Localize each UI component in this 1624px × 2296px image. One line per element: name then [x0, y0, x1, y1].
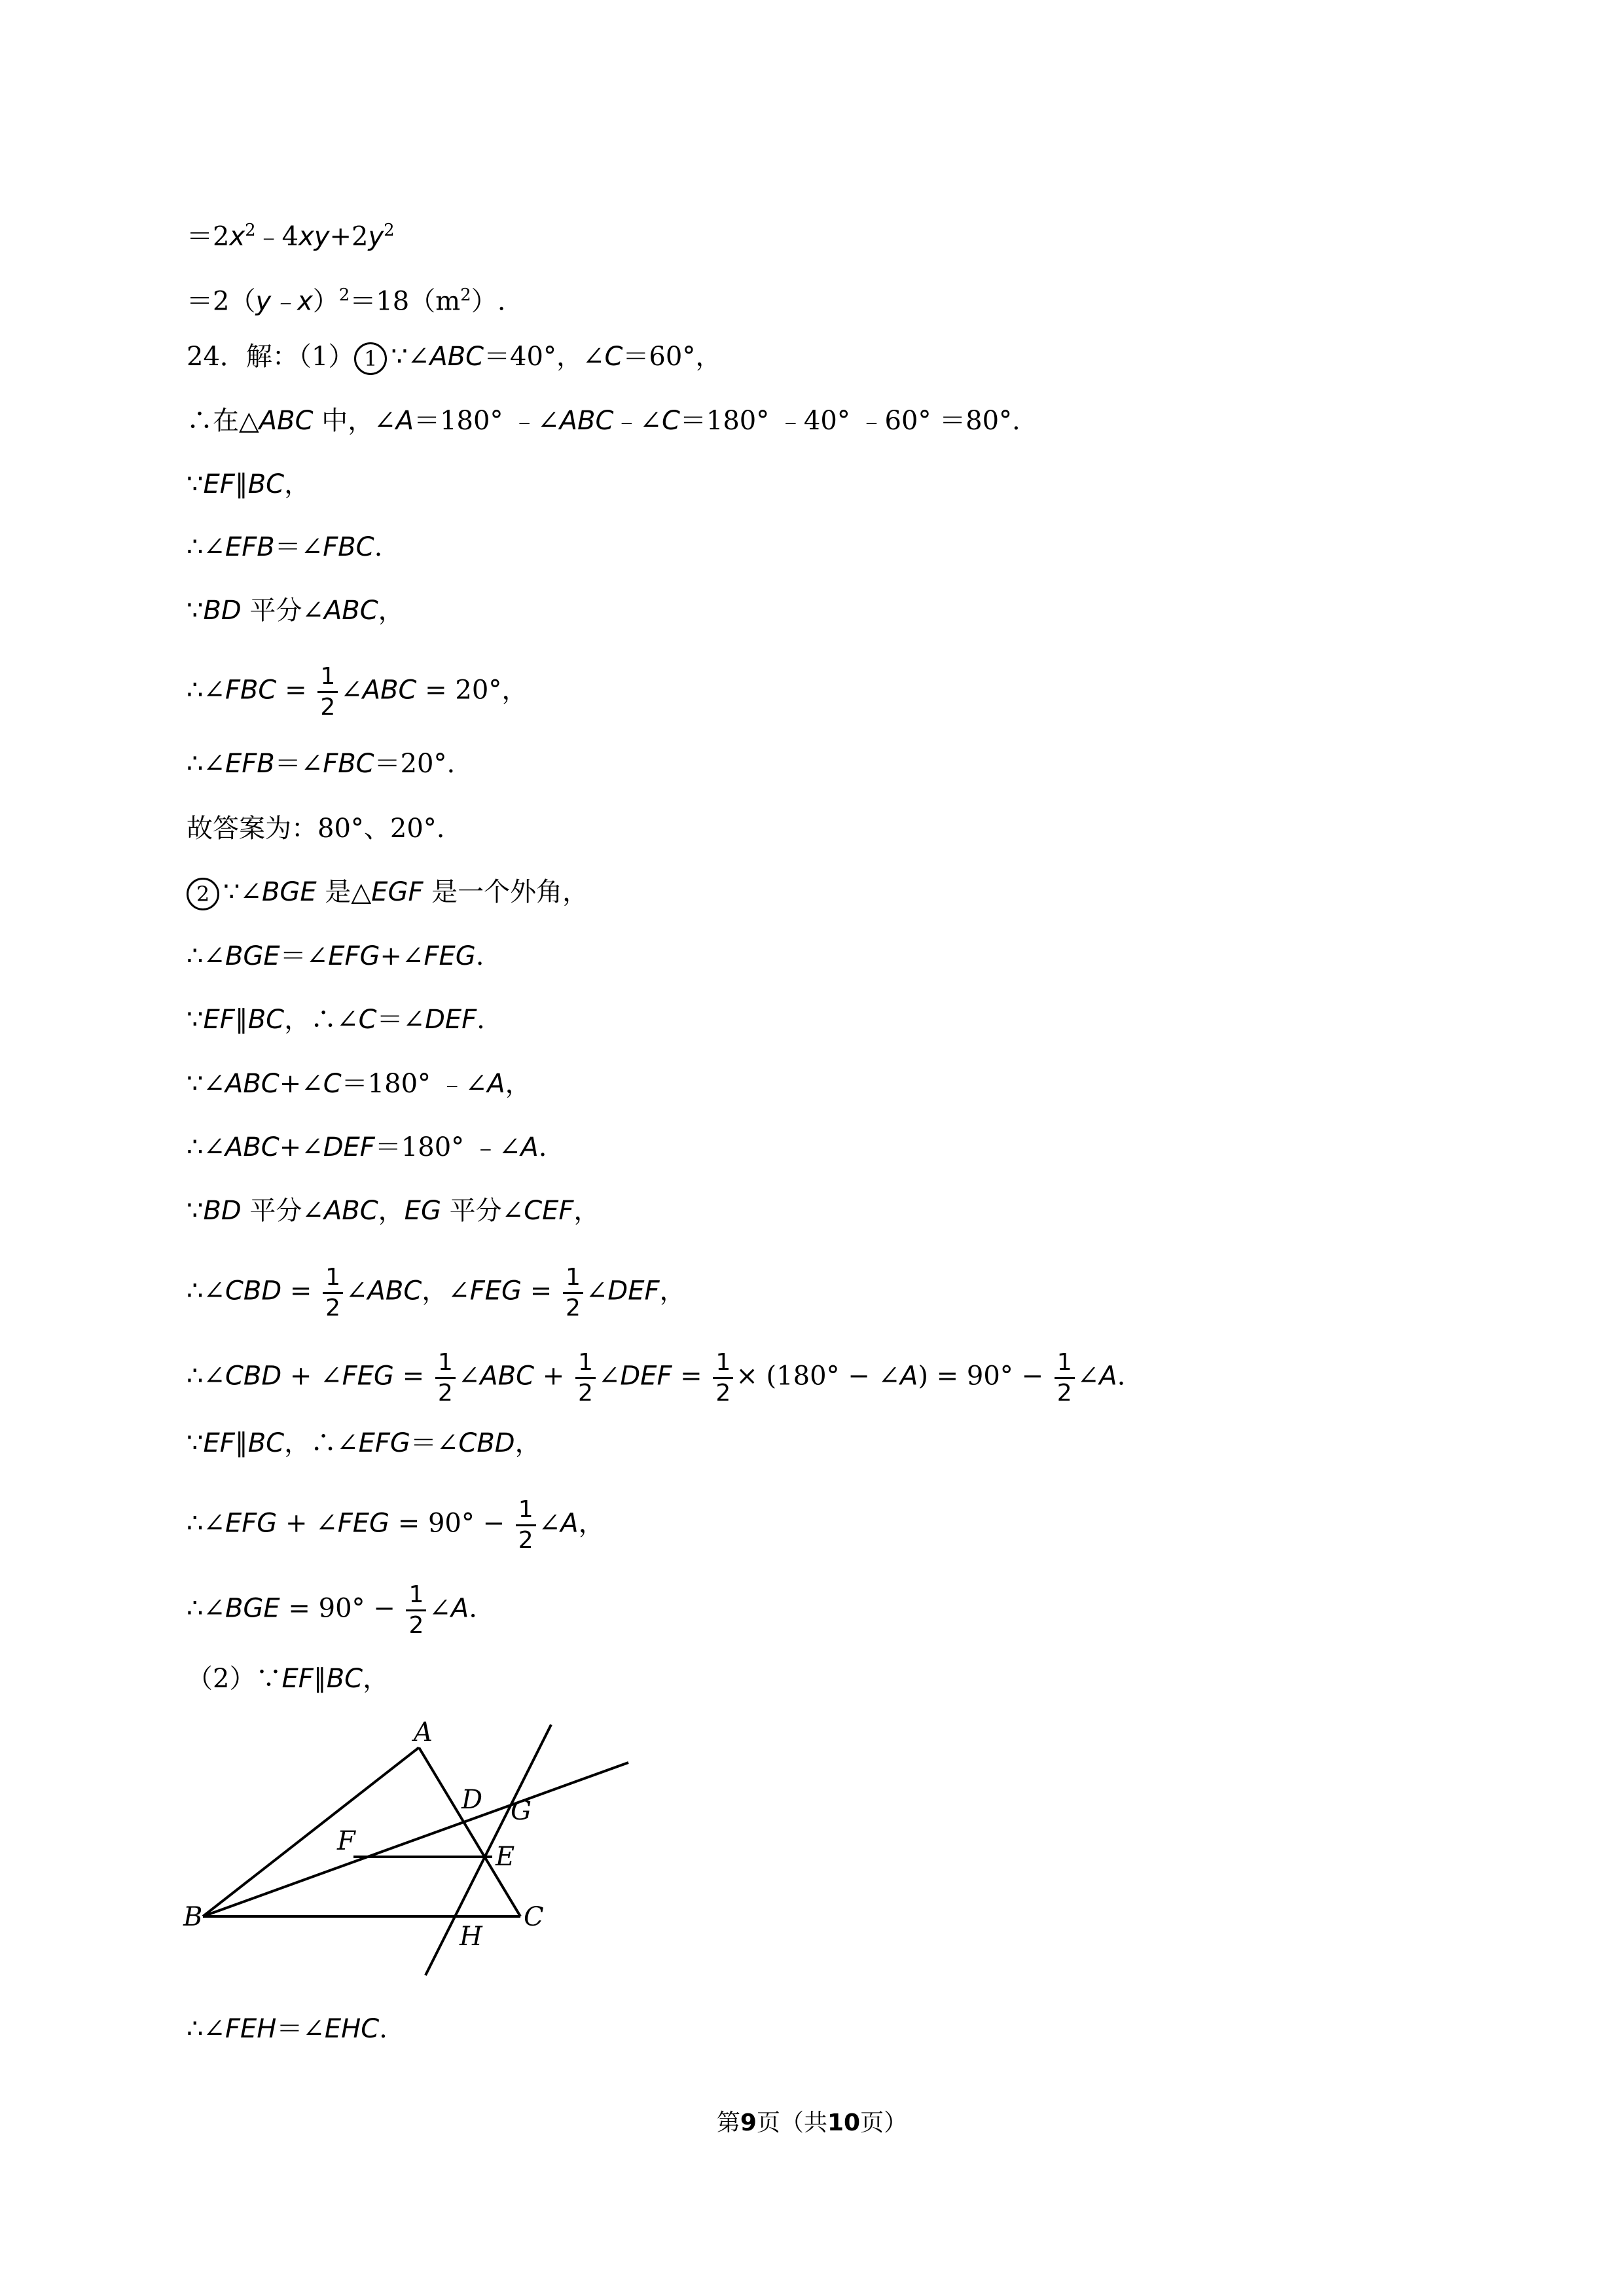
- line-8: ∴∠FBC = $\frac{1}{2}$ ∠ABC = 20°，: [187, 663, 528, 721]
- line-17: ∴∠CBD = $\frac{1}{2}$ ∠ABC，∠FEG = $\frac{1}{2}$ ∠DEF，: [187, 1264, 686, 1321]
- fraction: $\frac{1}{2}$: [1055, 1348, 1075, 1408]
- circled-number: 1: [354, 342, 387, 375]
- line-23: ∴∠FEH＝∠EHC.: [187, 2014, 388, 2044]
- line-18: ∴∠CBD + ∠FEG = $\frac{1}{2}$ ∠ABC + $\frac{1}{2}$ ∠DEF = $\frac{1}{2}$ × (180° − ∠A) = 90° − $\frac{1}{2}$ ∠A.: [187, 1349, 1126, 1407]
- line-4: ∴在△ABC 中，∠A＝180° ﹣∠ABC﹣∠C＝180° ﹣40° ﹣60° ＝80°.: [187, 406, 1020, 436]
- label-a: A: [414, 1717, 433, 1748]
- line-bd-extended: [203, 1763, 628, 1916]
- line-6: ∴∠EFB＝∠FBC.: [187, 532, 383, 562]
- page-number: 9: [740, 2109, 757, 2136]
- fraction: $\frac{1}{2}$: [406, 1581, 426, 1640]
- line-11: 2 ∵∠BGE 是△EGF 是一个外角，: [187, 872, 588, 912]
- page-footer: 第9页（共10页）: [716, 2109, 908, 2136]
- line-1: $=2x^2﹣4xy+2y^2$: [187, 221, 395, 252]
- line-10: 故答案为：80°、20°.: [187, 814, 445, 844]
- line-7: ∵BD 平分∠ABC，: [187, 596, 405, 626]
- fraction: $\frac{1}{2}$: [435, 1348, 456, 1408]
- line-14: ∵∠ABC+∠C＝180° ﹣∠A，: [187, 1069, 532, 1099]
- fraction: $\frac{1}{2}$: [575, 1348, 596, 1408]
- line-20: ∴∠EFG + ∠FEG = 90° − $\frac{1}{2}$ ∠A，: [187, 1496, 605, 1554]
- label-b: B: [183, 1902, 203, 1932]
- label-h: H: [460, 1922, 482, 1952]
- line-9: ∴∠EFB＝∠FBC＝20°.: [187, 749, 456, 779]
- page-total: 10: [827, 2109, 861, 2136]
- line-5: ∵EF∥BC，: [187, 469, 311, 499]
- fraction: $\frac{1}{2}$: [516, 1496, 536, 1555]
- circled-number: 2: [187, 878, 219, 910]
- label-d: D: [461, 1785, 483, 1815]
- geometry-figure: [177, 1695, 674, 2022]
- fraction: $\frac{1}{2}$: [317, 662, 338, 722]
- line-22: （2）∵EF∥BC，: [187, 1664, 389, 1694]
- fraction: $\frac{1}{2}$: [713, 1348, 733, 1408]
- line-15: ∴∠ABC+∠DEF＝180° ﹣∠A.: [187, 1132, 547, 1162]
- line-12: ∴∠BGE＝∠EFG+∠FEG.: [187, 941, 484, 971]
- fraction: $\frac{1}{2}$: [323, 1263, 343, 1323]
- label-e: E: [496, 1842, 515, 1872]
- segment-ba: [203, 1748, 419, 1916]
- line-16: ∵BD 平分∠ABC，EG 平分∠CEF，: [187, 1196, 600, 1226]
- line-hg: [425, 1725, 551, 1975]
- line-21: ∴∠BGE = 90° − $\frac{1}{2}$ ∠A.: [187, 1581, 477, 1639]
- label-c: C: [524, 1902, 544, 1932]
- fraction: $\frac{1}{2}$: [563, 1263, 583, 1323]
- label-f: F: [337, 1826, 355, 1856]
- line-13: ∵EF∥BC，∴∠C＝∠DEF.: [187, 1005, 485, 1035]
- line-19: ∵EF∥BC，∴∠EFG＝∠CBD，: [187, 1428, 541, 1458]
- line-2: $=2(y﹣x)^2=18(m^2)$.: [187, 285, 506, 317]
- line-3: 24．解：（1） 1 ∵∠ABC＝40°，∠C＝60°，: [187, 337, 721, 376]
- label-g: G: [511, 1796, 532, 1826]
